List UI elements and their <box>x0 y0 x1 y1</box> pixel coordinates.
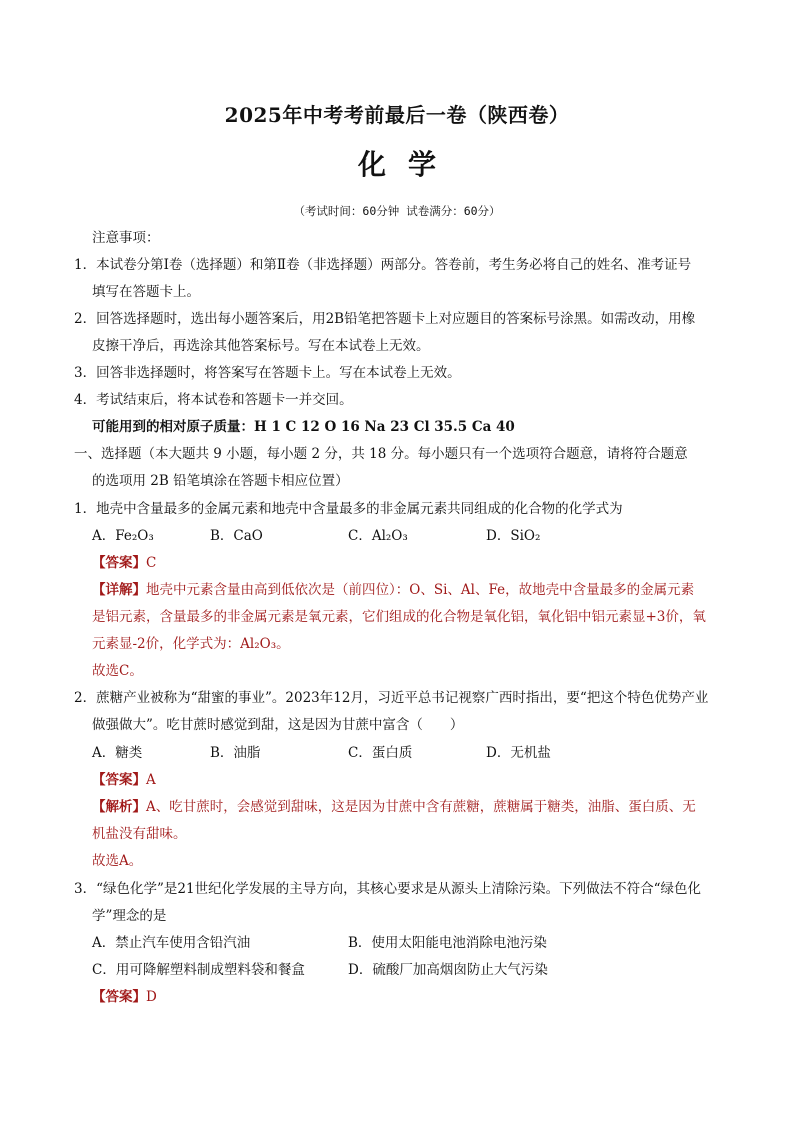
question-2-stem-line-2: 做强做大”。吃甘蔗时感觉到甜，这是因为甘蔗中富含（ ） <box>92 717 464 733</box>
detail-text: 地壳中元素含量由高到低依次是（前四位）：O、Si、Al、Fe，故地壳中含量最多的金属元素 <box>146 582 695 598</box>
question-2-conclusion: 故选A。 <box>92 853 143 869</box>
section-1-heading-line-2: 的选项用 2B 铅笔填涂在答题卡相应位置） <box>92 473 349 489</box>
notice-heading: 注意事项： <box>92 230 160 246</box>
answer-label: 【答案】 <box>92 555 146 571</box>
detail-label: 【详解】 <box>92 582 146 598</box>
notice-item-2-line-2: 皮擦干净后，再选涂其他答案标号。写在本试卷上无效。 <box>92 338 430 354</box>
answer-label: 【答案】 <box>92 989 146 1005</box>
notice-item-3: 3．回答非选择题时，将答案写在答题卡上。写在本试卷上无效。 <box>74 365 461 381</box>
question-3-stem-line-1: 3．“绿色化学”是21世纪化学发展的主导方向，其核心要求是从源头上清除污染。下列做法不符合“绿色化 <box>74 881 701 897</box>
question-2-option-d: D．无机盐 <box>486 745 551 761</box>
question-1-stem: 1．地壳中含量最多的金属元素和地壳中含量最多的非金属元素共同组成的化合物的化学式为 <box>74 501 623 517</box>
question-3-option-d: D．硫酸厂加高烟囱防止大气污染 <box>348 962 548 978</box>
detail-label: 【解析】 <box>92 799 146 815</box>
question-2-option-b: B．油脂 <box>210 745 261 761</box>
answer-label: 【答案】 <box>92 772 146 788</box>
answer-value: A <box>146 772 156 788</box>
question-2-option-c: C．蛋白质 <box>348 745 413 761</box>
answer-value: C <box>146 555 157 571</box>
page-title: 2025年中考考前最后一卷（陕西卷） <box>224 103 570 127</box>
notice-item-1-line-1: 1．本试卷分第Ⅰ卷（选择题）和第Ⅱ卷（非选择题）两部分。答卷前，考生务必将自己的姓名、准考证号 <box>74 257 692 273</box>
question-1-detail-line-1 <box>92 581 694 599</box>
question-3-option-c: C．用可降解塑料制成塑料袋和餐盒 <box>92 962 305 978</box>
question-1-conclusion: 故选C。 <box>92 663 143 679</box>
question-1-detail-line-3: 元素显-2价，化学式为：Al₂O₃。 <box>92 636 290 652</box>
question-1-option-c: C．Al₂O₃ <box>348 528 408 544</box>
exam-info: （考试时间：60分钟 试卷满分：60分） <box>293 204 501 218</box>
question-2-detail-line-2: 机盐没有甜味。 <box>92 826 187 842</box>
question-3-option-a: A．禁止汽车使用含铅汽油 <box>92 935 251 951</box>
notice-item-4: 4．考试结束后，将本试卷和答题卡一并交回。 <box>74 392 353 408</box>
question-3-option-b: B．使用太阳能电池消除电池污染 <box>348 935 547 951</box>
section-1-heading-line-1: 一、选择题（本大题共 9 小题，每小题 2 分，共 18 分。每小题只有一个选项符合题意，请将符合题意 <box>74 446 688 462</box>
detail-text: A、吃甘蔗时，会感觉到甜味，这是因为甘蔗中含有蔗糖，蔗糖属于糖类，油脂、蛋白质、无 <box>146 799 696 815</box>
atomic-mass-info: 可能用到的相对原子质量：H 1 C 12 O 16 Na 23 Cl 35.5 Ca 40 <box>92 419 515 435</box>
subject-title: 化学 <box>357 148 458 181</box>
notice-item-1-line-2: 填写在答题卡上。 <box>92 284 200 300</box>
question-1-answer <box>92 554 156 572</box>
question-1-detail-line-2: 是铝元素，含量最多的非金属元素是氧元素，它们组成的化合物是氧化铝，氧化铝中铝元素显+3价，氧 <box>92 609 706 625</box>
question-1-option-b: B．CaO <box>210 528 263 544</box>
question-2-stem-line-1: 2．蔗糖产业被称为“甜蜜的事业”。2023年12月，习近平总书记视察广西时指出，要“把这个特色优势产业 <box>74 690 709 706</box>
question-3-answer <box>92 988 157 1006</box>
question-3-stem-line-2: 学”理念的是 <box>92 908 167 924</box>
notice-item-2-line-1: 2．回答选择题时，选出每小题答案后，用2B铅笔把答题卡上对应题目的答案标号涂黑。如需改动，用橡 <box>74 311 696 327</box>
question-1-option-a: A．Fe₂O₃ <box>92 528 154 544</box>
question-2-detail-line-1 <box>92 798 696 816</box>
answer-value: D <box>146 989 157 1005</box>
question-2-option-a: A．糖类 <box>92 745 143 761</box>
question-2-answer <box>92 771 156 789</box>
question-1-option-d: D．SiO₂ <box>486 528 541 544</box>
